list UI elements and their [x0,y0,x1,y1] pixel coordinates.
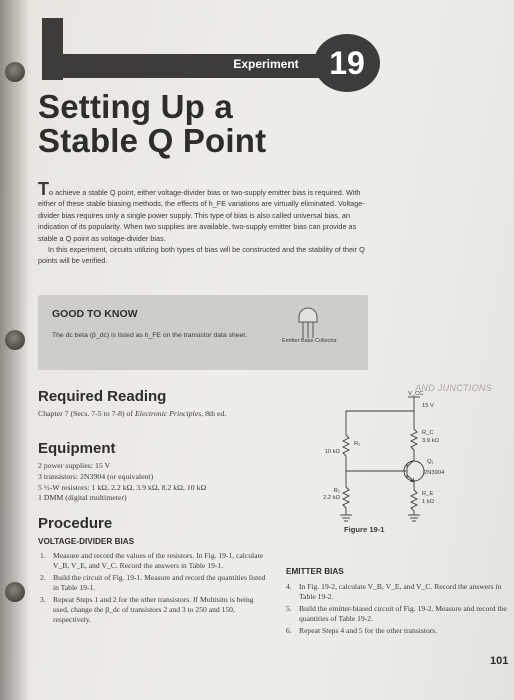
equipment-item: 5 ½-W resistors: 1 kΩ, 2.2 kΩ, 3.9 kΩ, 8.2 kΩ, 10 kΩ [38,482,207,492]
procedure-step: 5. Build the emitter-biased circuit of Fig. 19-2. Measure and record the quantities of Table 19-2. [286,603,507,624]
equipment-item: 1 DMM (digital multimeter) [38,493,127,503]
procedure-step: 1. Measure and record the values of the resistors. In Fig. 19-1, calculate V_B, V_E, and V_C. Record the answers in Table 19-1. [40,551,264,571]
intro-paragraph-1-text: o achieve a stable Q point, either voltage-divider bias or two-supply emitter bias is required. With either of these stable biasing methods, the effects of h_FE variations are virtually eliminated. Voltage-divider bias requires only a single power supply. This type of bias is also called universal bias, an indication of its popularity. When two supplies are available, two-supply emitter bias can provide as stable a Q point as voltage-divider bias. [38,188,365,243]
vcc-label: V_CC [408,391,424,397]
r1-label: R₁ [354,441,361,447]
equipment-item: 3 transistors: 2N3904 (or equivalent) [38,471,154,481]
vcc-value: 15 V [422,403,434,409]
experiment-number: 19 [314,34,380,92]
voltage-divider-bias-heading: VOLTAGE-DIVIDER BIAS [38,537,135,546]
page-number: 101 [490,655,509,667]
page-title [38,90,368,158]
re-label: R_E [422,491,434,497]
q1-label: Q₁ [427,459,434,465]
rc-value: 3.9 kΩ [422,438,439,444]
intro-paragraph-1 [38,179,368,244]
title-line-1: Setting Up a [38,88,233,125]
equipment-list [38,461,264,504]
required-reading-heading: Required Reading [38,388,167,405]
good-to-know-box [38,295,368,370]
r1-value: 10 kΩ [324,449,340,455]
reading-suffix: , 8th ed. [201,409,227,418]
experiment-label: Experiment [233,57,299,71]
rc-label: R_C [422,430,434,436]
intro-paragraph-2: In this experiment, circuits utilizing both types of bias will be constructed and the stability of their Q points will be verified. [38,245,365,266]
circuit-diagram [318,389,468,524]
equipment-heading: Equipment [38,440,116,457]
procedure-step: 6. Repeat Steps 4 and 5 for the other transistors. [286,625,438,635]
re-value: 1 kΩ [422,499,435,505]
procedure-step: 4. In Fig. 19-2, calculate V_B, V_E, and V_C. Record the answers in Table 19-2. [286,582,502,602]
procedure-step: 2. Build the circuit of Fig. 19-1. Measure and record the quantities listed in Table 19-1. [40,572,266,593]
equipment-item: 2 power supplies: 15 V [38,461,111,470]
binder-hole [5,330,25,350]
reading-book-title: Electronic Principles [135,409,202,418]
intro-text [38,179,368,267]
required-reading-text [38,409,264,420]
good-to-know-text: The dc beta (β_dc) is listed as h_FE on the transistor data sheet. [52,332,248,339]
title-line-2: Stable Q Point [38,122,267,159]
running-head: AND JUNCTIONS [415,383,492,393]
procedure-heading: Procedure [38,515,113,532]
drop-cap: T [38,179,49,199]
r2-label: R₂ [333,488,340,494]
figure-caption: Figure 19-1 [344,525,385,534]
emitter-bias-steps [286,582,514,637]
procedure-step: 3. Repeat Steps 1 and 2 for the other transistors. If Multisim is being used, change the β_dc of transistors 2 and 3 to 250 and 150, respectively. [40,594,254,625]
pin-labels: Emitter Base Collector [282,338,337,344]
binder-hole [5,62,25,82]
transistor-package-icon [296,305,320,339]
binder-hole [5,582,25,602]
reading-prefix: Chapter 7 (Secs. 7-5 to 7-8) of [38,409,136,418]
q1-part: 2N3904 [424,470,445,476]
good-to-know-title: GOOD TO KNOW [52,308,138,320]
r2-value: 2.2 kΩ [323,495,340,501]
emitter-bias-heading: EMITTER BIAS [286,567,344,576]
voltage-divider-steps [40,551,268,627]
